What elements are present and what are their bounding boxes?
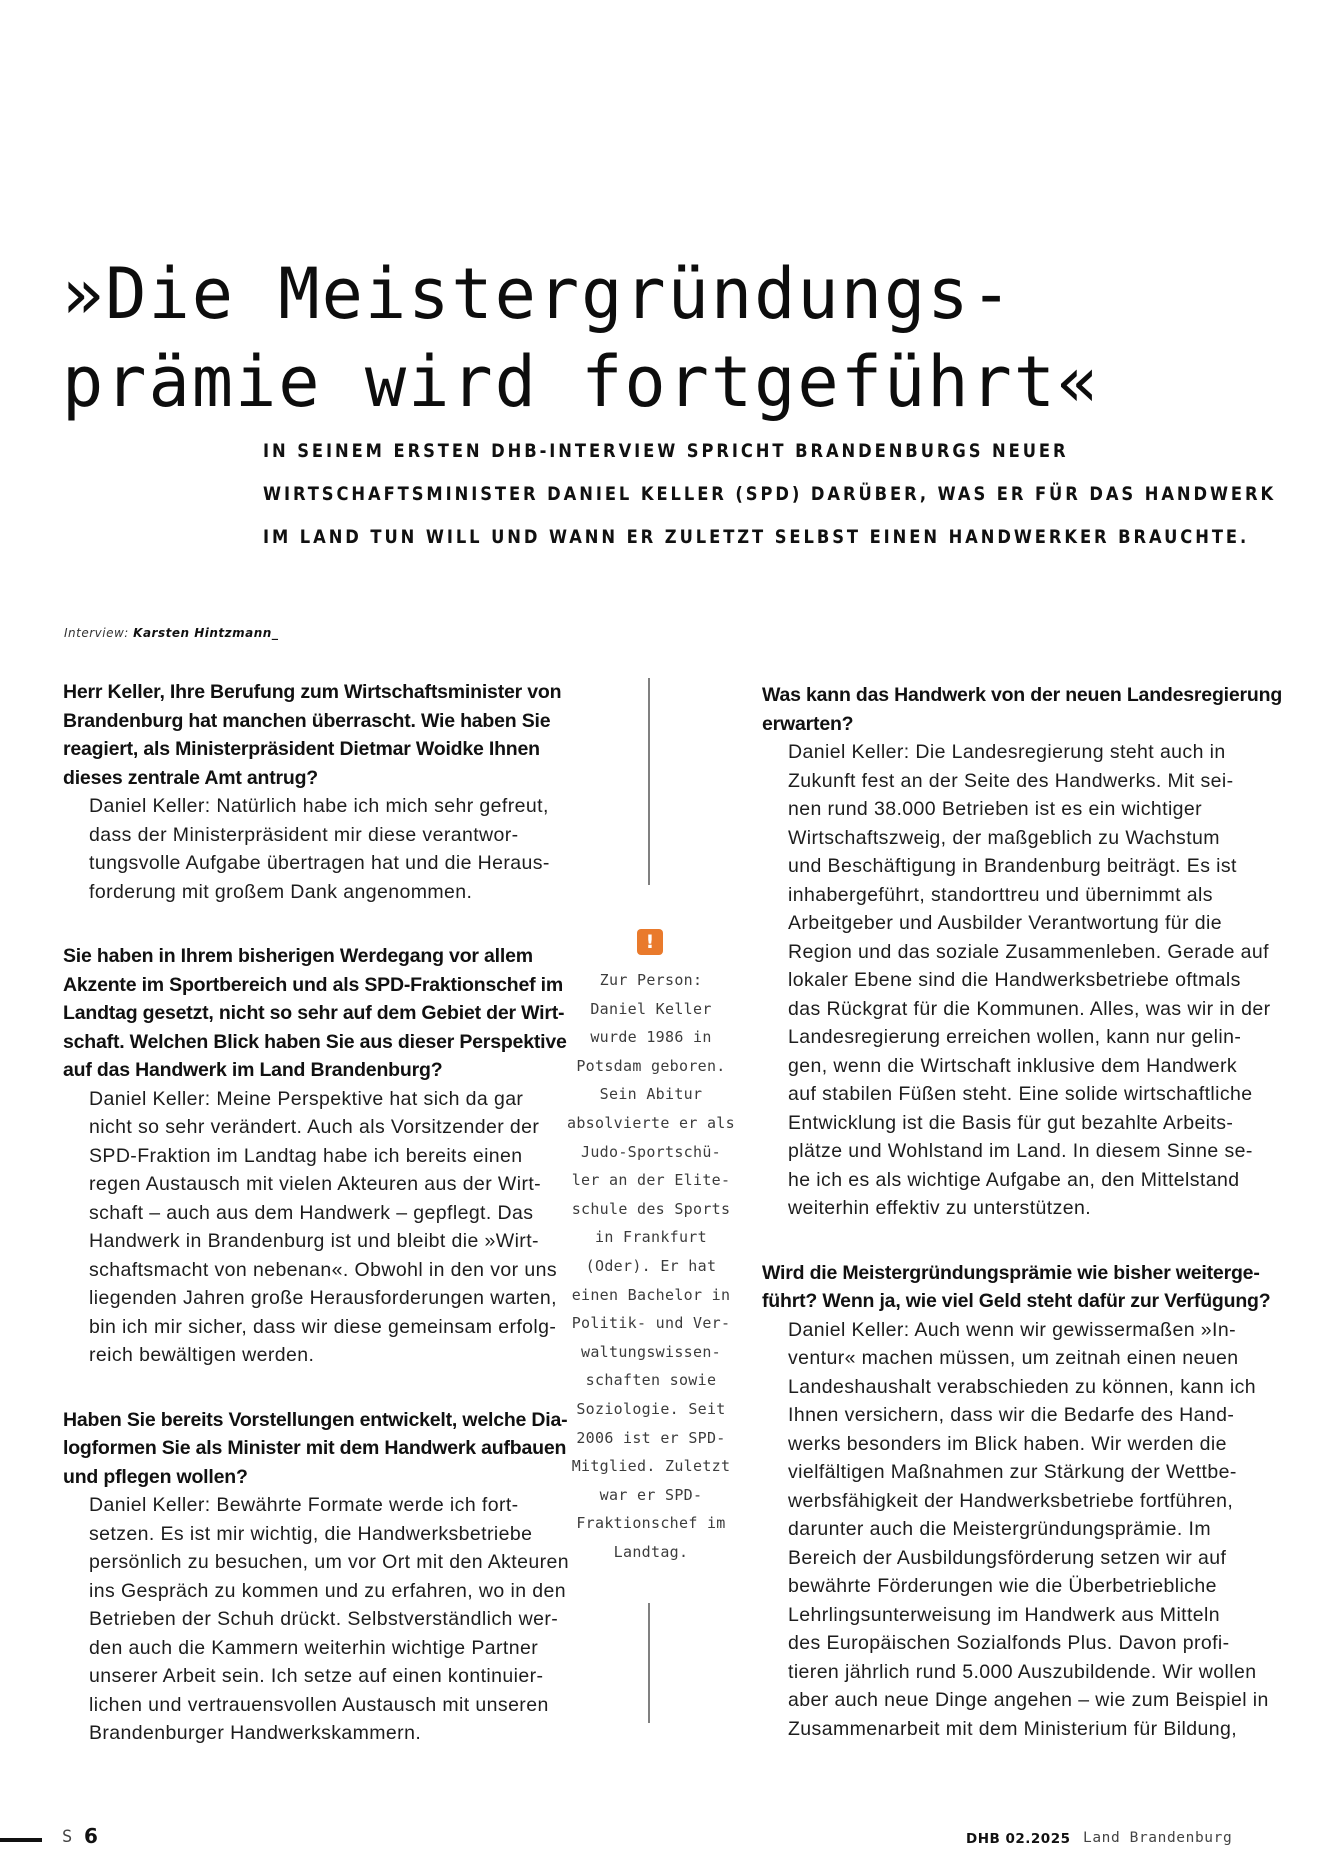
person-info: Zur Person: Daniel Keller wurde 1986 in Potsdam geboren. Sein Abitur absolvierte er als Judo-Sportschü- ler an der Elite- schule des Sports in Frankfurt (Oder). Er hat einen Bachelor in Politik- und Ver- waltungswissen- schaften sowie Soziologie. Seit 2006 ist er SPD- Mitglied. Zuletzt war er SPD- Fraktionschef im Landtag. [567, 971, 735, 1561]
answer: Daniel Keller: Meine Perspektive hat sich da gar nicht so sehr verändert. Auch als Vorsitzender der SPD-Fraktion im Landtag habe ich bereits einen regen Austausch mit vielen Akteuren aus der Wirt- schaft – auch aus dem Handwerk – gepflegt. Das Handwerk in Brandenburg ist und bleibt die »Wirt- schaftsmacht von nebenan«. Obwohl in den vor uns liegenden Jahren große Herausforderungen warten, bin ich mir sicher, dass wir diese gemeinsam erfolg- reich bewältigen werden. [89, 1087, 557, 1366]
footer-rule [0, 1838, 42, 1842]
right-column [762, 681, 1283, 1779]
headline-line-1: »Die Meistergründungs- [62, 253, 1014, 335]
exclamation-icon: ! [637, 929, 663, 955]
question: Haben Sie bereits Vorstellungen entwickelt, welche Dia- logformen Sie als Minister mit dem Handwerk aufbauen und pflegen wollen? [63, 1408, 568, 1488]
question: Wird die Meistergründungsprämie wie bisher weiterge- führt? Wenn ja, wie viel Geld steht dafür zur Verfügung? [762, 1261, 1271, 1312]
issue-label: DHB 02.2025 [966, 1831, 1071, 1847]
answer: Daniel Keller: Auch wenn wir gewissermaßen »In- ventur« machen müssen, um zeitnah einen neuen Landeshaushalt verabschieden zu können, kann ich Ihnen versichern, dass wir die Bedarfe des Hand- werks besonders im Blick haben. Wir werden die vielfältigen Maßnahmen zur Stärkung der Wettbe- werbsfähigkeit der Handwerksbetriebe fortführen, darunter auch die Meistergründungsprämie. Im Bereich der Ausbildungsförderung setzen wir auf bewährte Förderungen wie die Überbetriebliche Lehrlingsunterweisung im Handwerk aus Mitteln des Europäischen Sozialfonds Plus. Davon profi- tieren jährlich rund 5.000 Auszubildende. Wir wollen aber auch neue Dinge angehen – wie zum Beispiel in Zusammenarbeit mit dem Ministerium für Bildung, [788, 1318, 1269, 1740]
headline-line-2: prämie wird fortgeführt« [62, 341, 1101, 423]
lede [263, 430, 1277, 559]
headline [62, 250, 1258, 426]
region-label: Land Brandenburg [1083, 1830, 1233, 1846]
question: Was kann das Handwerk von der neuen Landesregierung erwarten? [762, 684, 1283, 735]
divider-line [648, 678, 650, 885]
lede-line-3: IM LAND TUN WILL UND WANN ER ZULETZT SELBST EINEN HANDWERKER BRAUCHTE. [263, 526, 1250, 548]
question: Herr Keller, Ihre Berufung zum Wirtschaftsminister von Brandenburg hat manchen überrascht. Wie haben Sie reagiert, als Ministerpräsident Dietmar Woidke Ihnen dieses zentrale Amt antrug? [63, 681, 562, 789]
answer: Daniel Keller: Natürlich habe ich mich sehr gefreut, dass der Ministerpräsident mir diese verantwor- tungsvolle Aufgabe übertragen hat und die Heraus- forderung mit großem Dank angenommen. [89, 795, 550, 903]
person-sidebar [561, 670, 741, 1760]
interview-credit [64, 626, 278, 640]
answer: Daniel Keller: Bewährte Formate werde ich fort- setzen. Es ist mir wichtig, die Handwerksbetriebe persönlich zu besuchen, um vor Ort mit den Akteuren ins Gespräch zu kommen und zu erfahren, wo in den Betrieben der Schuh drückt. Selbstverständlich wer- den auch die Kammern weiterhin wichtige Partner unserer Arbeit sein. Ich setze auf einen kontinuier- lichen und vertrauensvollen Austausch mit unseren Brandenburger Handwerkskammern. [89, 1494, 569, 1744]
credit-label: Interview: [64, 626, 134, 640]
credit-author: Karsten Hintzmann_ [133, 626, 279, 640]
answer: Daniel Keller: Die Landesregierung steht auch in Zukunft fest an der Seite des Handwerks. Mit sei- nen rund 38.000 Betrieben ist es ein wichtiger Wirtschaftszweig, der maßgeblich zu Wachstum und Beschäftigung in Brandenburg beiträgt. Es ist inhabergeführt, standorttreu und übernimmt als Arbeitgeber und Ausbilder Verantwortung für die Region und das soziale Zusammenleben. Gerade auf lokaler Ebene sind die Handwerksbetriebe oftmals das Rückgrat für die Kommunen. Alles, was wir in der Landesregierung erreichen wollen, kann nur gelin- gen, wenn die Wirtschaft inklusive dem Handwerk auf stabilen Füßen steht. Eine solide wirtschaftliche Entwicklung ist die Basis für gut bezahlte Arbeits- plätze und Wohlstand im Land. In diesem Sinne se- he ich es als wichtige Aufgabe an, den Mittelstand weiterhin effektiv zu unterstützen. [788, 741, 1271, 1219]
lede-line-2: WIRTSCHAFTSMINISTER DANIEL KELLER (SPD) DARÜBER, WAS ER FÜR DAS HANDWERK [263, 483, 1277, 505]
section-label: S [62, 1827, 73, 1847]
question: Sie haben in Ihrem bisherigen Werdegang vor allem Akzente im Sportbereich und als SPD-Fraktionschef im Landtag gesetzt, nicht so sehr auf dem Gebiet der Wirt- schaft. Welchen Blick haben Sie aus dieser Perspektive auf das Handwerk im Land Brandenburg? [63, 945, 567, 1081]
left-column [63, 678, 569, 1784]
page-number: 6 [84, 1824, 98, 1848]
lede-line-1: IN SEINEM ERSTEN DHB-INTERVIEW SPRICHT BRANDENBURGS NEUER [263, 440, 1069, 462]
divider-line [648, 1603, 650, 1723]
